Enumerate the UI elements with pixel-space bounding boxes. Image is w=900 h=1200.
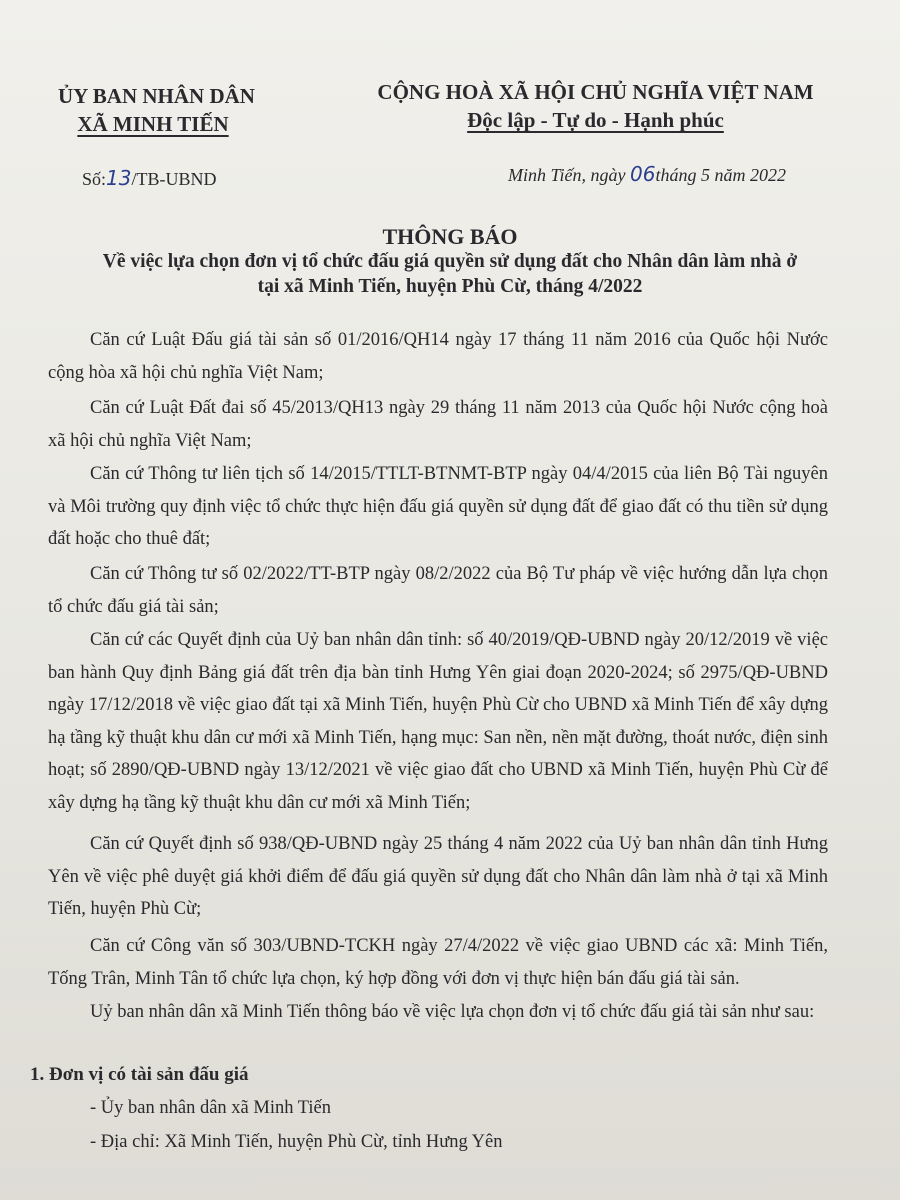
- document-number-handwritten: 13: [106, 166, 132, 190]
- document-number-suffix: /TB-UBND: [131, 169, 217, 189]
- date-prefix: Minh Tiến, ngày: [508, 165, 626, 185]
- paragraph-legal-basis-6: Căn cứ Quyết định số 938/QĐ-UBND ngày 25 tháng 4 năm 2022 của Uỷ ban nhân dân tỉnh Hưng Yên về việc phê duyệt giá khởi điểm để đấu giá quyền sử dụng đất cho Nhân dân làm nhà ở tại xã Minh Tiến, huyện Phù Cừ;: [48, 834, 828, 919]
- document-subtitle-line1: Về việc lựa chọn đơn vị tổ chức đấu giá quyền sử dụng đất cho Nhân dân làm nhà ở: [102, 251, 798, 272]
- paragraph-legal-basis-7: Căn cứ Công văn số 303/UBND-TCKH ngày 27/4/2022 về việc giao UBND các xã: Minh Tiến, Tống Trân, Minh Tân tổ chức lựa chọn, ký hợp đồng với đơn vị thực hiện bán đấu giá tài sản.: [48, 936, 828, 989]
- national-title: CỘNG HOÀ XÃ HỘI CHỦ NGHĨA VIỆT NAM: [377, 80, 814, 104]
- national-motto: [368, 108, 823, 133]
- agency-name: ỦY BAN NHÂN DÂN: [58, 84, 255, 108]
- document-date: [508, 162, 786, 186]
- section-1-heading: 1. Đơn vị có tài sản đấu giá: [30, 1064, 249, 1085]
- paragraph-legal-basis-1: Căn cứ Luật Đấu giá tài sản số 01/2016/QH14 ngày 17 tháng 11 năm 2016 của Quốc hội Nước cộng hòa xã hội chủ nghĩa Việt Nam;: [48, 330, 828, 383]
- section-1-item-address: - Địa chỉ: Xã Minh Tiến, huyện Phù Cừ, tỉnh Hưng Yên: [90, 1132, 503, 1152]
- date-day-handwritten: 06: [630, 162, 656, 186]
- document-number-prefix: Số:: [82, 169, 107, 189]
- paragraph-announcement: Uỷ ban nhân dân xã Minh Tiến thông báo về việc lựa chọn đơn vị tổ chức đấu giá tài sản như sau:: [90, 1002, 815, 1022]
- document-title: THÔNG BÁO: [382, 224, 518, 249]
- paragraph-legal-basis-3: Căn cứ Thông tư liên tịch số 14/2015/TTLT-BTNMT-BTP ngày 04/4/2015 của liên Bộ Tài nguyên và Môi trường quy định việc tổ chức thực hiện đấu giá quyền sử dụng đất để giao đất có thu tiền sử dụng đất hoặc cho thuê đất;: [48, 464, 828, 549]
- document-number: [82, 166, 216, 190]
- paragraph-legal-basis-2: Căn cứ Luật Đất đai số 45/2013/QH13 ngày 29 tháng 11 năm 2013 của Quốc hội Nước cộng hoà xã hội chủ nghĩa Việt Nam;: [48, 398, 828, 451]
- paragraph-legal-basis-4: Căn cứ Thông tư số 02/2022/TT-BTP ngày 08/2/2022 của Bộ Tư pháp về việc hướng dẫn lựa chọn tổ chức đấu giá tài sản;: [48, 564, 828, 617]
- national-motto-text: Độc lập - Tự do - Hạnh phúc: [467, 108, 724, 132]
- date-suffix: tháng 5 năm 2022: [655, 165, 786, 185]
- section-1-item-organization: - Ủy ban nhân dân xã Minh Tiến: [90, 1098, 331, 1118]
- paragraph-legal-basis-5: Căn cứ các Quyết định của Uỷ ban nhân dân tỉnh: số 40/2019/QĐ-UBND ngày 20/12/2019 về việc ban hành Quy định Bảng giá đất trên địa bàn tỉnh Hưng Yên giai đoạn 2020-2024; số 2975/QĐ-UBND ngày 17/12/2018 về việc giao đất tại xã Minh Tiến, huyện Phù Cừ cho UBND xã Minh Tiến để xây dựng hạ tầng kỹ thuật khu dân cư mới xã Minh Tiến, hạng mục: San nền, nền mặt đường, thoát nước, điện sinh hoạt; số 2890/QĐ-UBND ngày 13/12/2021 về việc giao đất cho UBND xã Minh Tiến, huyện Phù Cừ để xây dựng hạ tầng kỹ thuật khu dân cư mới xã Minh Tiến;: [48, 630, 828, 813]
- document-subtitle-line2: tại xã Minh Tiến, huyện Phù Cừ, tháng 4/2022: [257, 276, 643, 297]
- commune-name: XÃ MINH TIẾN: [77, 112, 229, 136]
